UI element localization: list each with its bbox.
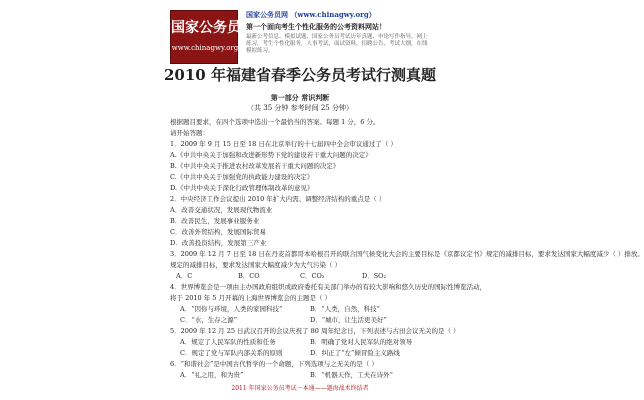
document-line: C.《中共中央关于加强党的执政能力建设的决定》 bbox=[170, 173, 314, 181]
document-line bbox=[170, 370, 440, 381]
document-title: 2010 年福建省春季公务员考试行测真题 bbox=[164, 66, 436, 84]
document-line: 根据题目要求，在四个选项中选出一个最恰当的答案。每题 1 分，6 分。 bbox=[170, 118, 380, 126]
answer-option: C．“水，生存之源” bbox=[180, 316, 238, 324]
logo-url: www.chinagwy.org bbox=[171, 44, 239, 52]
document-line bbox=[170, 337, 440, 348]
site-header bbox=[170, 10, 430, 65]
document-line: 5．2009 年 12 月 25 日武汉召开的会议庆祝了 80 周年纪念日，下列表述与古田会议无关的是（ ） bbox=[170, 327, 460, 335]
question-body bbox=[170, 117, 644, 381]
answer-option: B．“机器天作，工夫在诗外” bbox=[310, 371, 393, 379]
section-instruction: （共 35 分钟 参考时间 25 分钟） bbox=[247, 104, 353, 112]
document-line: 4．世界博览会是一项由主办国政府组织或政府委托有关部门举办的有较大影响和悠久历史的国际性博览活动， bbox=[170, 283, 487, 291]
document-line bbox=[170, 348, 440, 359]
document-line: 2．中央经济工作会议提出 2010 年扩大内需、调整经济结构的重点是（ ） bbox=[170, 195, 386, 203]
site-logo[interactable] bbox=[170, 10, 255, 64]
document-line: C．改善外贸结构，发展国际贸易 bbox=[170, 228, 266, 236]
document-line: B．改善民生，发展事业服务业 bbox=[170, 217, 260, 225]
section-heading: 第一部分 常识判断 bbox=[270, 93, 330, 102]
document-line: D．改善投资结构，发展第三产业 bbox=[170, 239, 267, 247]
document-line: D.《中共中央关于深化行政管理体制改革的意见》 bbox=[170, 184, 314, 192]
answer-option: A．“因你与环境，人类的家园科技” bbox=[180, 305, 283, 313]
header-info bbox=[246, 10, 430, 56]
answer-option: D．“城市，让生活更美好” bbox=[310, 316, 387, 324]
document-line: A．改善交通状况，发展现代物流业 bbox=[170, 206, 273, 214]
answer-option: D．纠正了“左”倾冒险主义路线 bbox=[310, 349, 400, 357]
page-footer: 2011 年国家公务员考试一本通——题海战术终结者 bbox=[231, 385, 369, 392]
document-line bbox=[170, 315, 440, 326]
logo-text: 国家公务员网 bbox=[171, 20, 255, 36]
answer-option: B．明确了党对人民军队的绝对领导 bbox=[310, 338, 413, 346]
answer-option: A．规定了人民军队的性质和任务 bbox=[180, 338, 276, 346]
answer-option: A．C bbox=[176, 272, 193, 280]
answer-option: B．CO bbox=[238, 272, 260, 280]
answer-option: B．“人类，自然，科技” bbox=[310, 305, 380, 313]
document-line: A.《中共中央关于加强和改进新形势下党的建设若干重大问题的决定》 bbox=[170, 151, 372, 159]
document-line bbox=[170, 271, 440, 282]
answer-option: C．CO₂ bbox=[300, 272, 325, 280]
site-name-link[interactable]: 国家公务员网 （www.chinagwy.org） bbox=[246, 10, 376, 19]
document-line: 6．“和谐社会”是中国古代哲学的一个命题，下列选项与之无关的是（ ） bbox=[170, 360, 378, 368]
answer-option: D．SO₂ bbox=[362, 272, 387, 280]
site-description: 最新公考信息、模拟试题、国家公务员考试历年真题、申论写作指导、网上练习，考生个性化服务，人事考试，面试资料，招聘公告，考试大纲，在线模拟练习。 bbox=[246, 34, 428, 54]
document-line: 将于 2010 年 5 月开幕的上海世界博览会的主题是（ ） bbox=[170, 294, 332, 302]
document-line: B.《中共中央关于推进农村改革发展若干重大问题的决定》 bbox=[170, 162, 340, 170]
document-line: 请开始答题： bbox=[170, 129, 209, 137]
site-slogan: 第一个面向考生个性化服务的公考资料网站！ bbox=[246, 22, 386, 31]
answer-option: A．“礼之用，和为贵” bbox=[180, 371, 244, 379]
document-line: 规定的减排目标，要求发达国家大幅度减少为大气污染（ ） bbox=[170, 261, 342, 269]
answer-option: C．规定了党与军队内部关系的原则 bbox=[180, 349, 283, 357]
document-line: 1．2009 年 9 月 15 日至 18 日在北京举行的十七届四中全会审议通过了（ ） bbox=[170, 140, 397, 148]
document-line: 3．2009 年 12 月 7 日至 18 日在丹麦首都哥本哈根召开的联合国气候变化大会的主要目标是《京都议定书》规定的减排目标，要求发达国家大幅度减少（ ）排放。 bbox=[170, 250, 644, 258]
document-line bbox=[170, 304, 440, 315]
